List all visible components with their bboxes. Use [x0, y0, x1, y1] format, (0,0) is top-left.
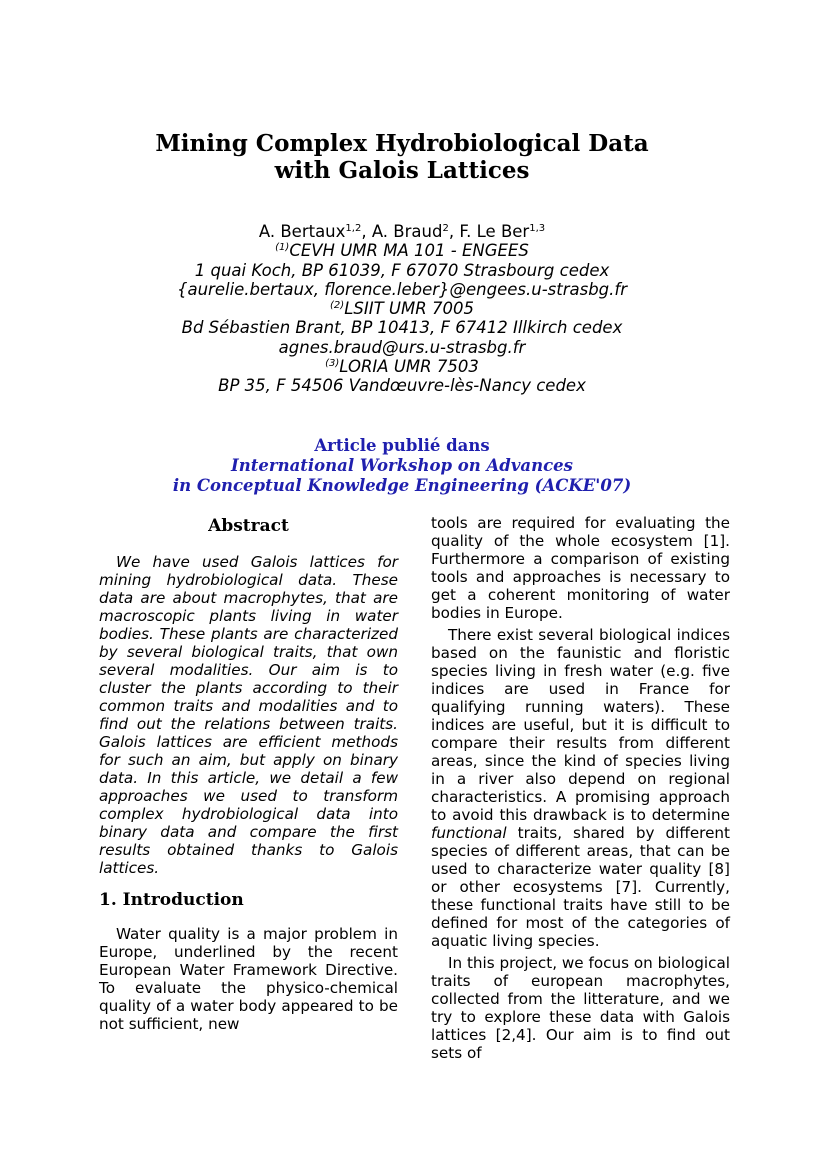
affiliation-2-email: agnes.braud@urs.u-strasbg.fr [278, 337, 526, 357]
affiliation-2-name: $^{(2)}$LSIIT UMR 7005 [330, 299, 474, 319]
affiliation-1-email: {aurelie.bertaux, florence.leber}@engees.u-strasbg.fr [176, 279, 627, 299]
title-line-2: with Galois Lattices [274, 157, 530, 184]
affiliation-3-address: BP 35, F 54506 Vandœuvre-lès-Nancy cedex [218, 376, 586, 396]
author-superscript: 1,3 [529, 223, 546, 234]
affiliation-1-name: $^{(1)}$CEVH UMR MA 101 - ENGEES [275, 241, 529, 261]
left-column [99, 514, 398, 1037]
introduction-heading: 1. Introduction [99, 890, 244, 910]
author-name: F. Le Ber [459, 222, 530, 241]
author-name: A. Braud [371, 222, 443, 241]
affiliation-mark: (2) [330, 300, 345, 312]
affiliation-2-address: Bd Sébastien Brant, BP 10413, F 67412 Illkirch cedex [181, 318, 623, 338]
paper-title [100, 130, 704, 184]
title-line-1: Mining Complex Hydrobiological Data [155, 130, 649, 157]
author-superscript: 1,2 [345, 223, 362, 234]
author-names: A. Bertaux$^{1,2}$, A. Braud$^2$, F. Le Ber$^{1,3}$ [258, 222, 546, 241]
intro-paragraph-1: Water quality is a major problem in Europe, underlined by the recent European Water Framework Directive. To evaluate the physico-chemical quality of a water body appeared to be not sufficient, new [99, 925, 398, 1033]
affiliation-mark: (1) [275, 242, 290, 254]
venue-name: International Workshop on Advances [231, 456, 573, 475]
emphasis-functional: functional [431, 824, 507, 842]
abstract-text: We have used Galois lattices for mining hydrobiological data. These data are about macrophytes, that are macroscopic plants living in water bodies. These plants are characterized by several biological traits, that own several modalities. Our aim is to cluster the plants according to their common traits and modalities and to find out the relations between traits. Galois lattices are efficient methods for such an aim, but apply on binary data. In this article, we detail a few approaches we used to transform complex hydrobiological data into binary data and compare the first results obtained thanks to Galois lattices. [99, 553, 398, 877]
publication-note [100, 436, 704, 496]
affiliation-1-address: 1 quai Koch, BP 61039, F 67070 Strasbourg cedex [194, 260, 610, 280]
intro-paragraph-2: There exist several biological indices based on the faunistic and floristic species living in fresh water (e.g. five indices are used in France for qualifying running waters). These indices are useful, but it is difficult to compare their results from different areas, since the kind of species living in a river also depend on regional characteristics. A promising approach to avoid this drawback is to determine functional traits, shared by different species of different areas, that can be used to characterize water quality [8] or other ecosystems [7]. Currently, these functional traits have still to be defined for most of the categories of aquatic living species. [431, 626, 730, 950]
right-column [431, 514, 730, 1066]
intro-paragraph-3: In this project, we focus on biological traits of european macrophytes, collected from the litterature, and we try to explore these data with Galois lattices [2,4]. Our aim is to find out sets of [431, 954, 730, 1062]
publication-line-1: Article publié dans International Workshop on Advances [231, 436, 573, 475]
affiliation-mark: (3) [325, 358, 340, 370]
affiliation-3-name: $^{(3)}$LORIA UMR 7503 [325, 357, 479, 377]
author-block [100, 222, 704, 396]
abstract-heading: Abstract [208, 516, 289, 536]
publication-line-2 [100, 476, 704, 496]
venue-name-cont: in Conceptual Knowledge Engineering (ACKE'07) [172, 476, 632, 495]
author-superscript: 2 [442, 223, 449, 234]
author-name: A. Bertaux [258, 222, 346, 241]
intro-paragraph-1-continued: tools are required for evaluating the quality of the whole ecosystem [1]. Furthermore a comparison of existing tools and approaches is necessary to get a coherent monitoring of water bodies in Europe. [431, 514, 730, 622]
